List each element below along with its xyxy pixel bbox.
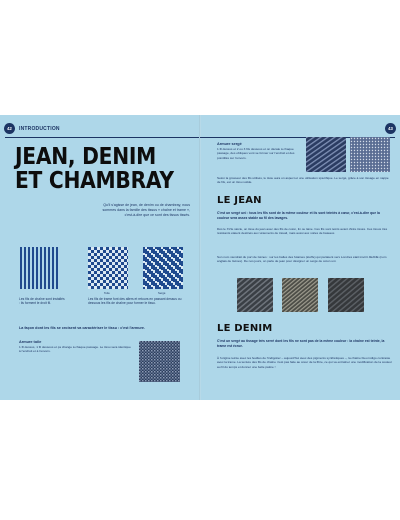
book-spread — [0, 115, 400, 400]
serge-text-2: Selon la grosseur des fils utilisés, le tissu aura un aspect et une utilisation spécifique. Le sergé, grâce à son tissage en nappe de fils, est un tissu solide. — [217, 176, 389, 185]
armure-statement: La façon dont les fils se croisent va caractériser le tissu : c'est l'armure. — [19, 326, 145, 330]
jean-fabric-photo-1 — [237, 278, 273, 312]
label-toile: Toile — [104, 291, 110, 295]
toile-heading: Armure toile — [19, 340, 42, 344]
jean-fabric-photo-3 — [328, 278, 364, 312]
twill-fabric-photo-front — [306, 137, 346, 172]
toile-text: 1 fil dessus, 1 fil dessous et ça change à chaque passage. Le tissu sera identique à l'endroit et à l'envers. — [19, 345, 131, 354]
serge-heading: Armure sergé — [217, 142, 242, 146]
twill-weave-diagram — [143, 247, 183, 289]
page-number-left: 42 — [4, 123, 15, 134]
caption-weft: Les fils de trame font des allers et retours en passant dessus ou dessous les fils de chaîne pour former le tissu. — [88, 297, 182, 306]
jean-origin: Son nom viendrait du port de Gênes : sur les balles des futaines (étoffe) qui partaient vers Londres était inscrit JEANE (nom anglais de Gênes). De nos jours, on parle de jean pour désigner un sergé de coton uni. — [217, 255, 387, 264]
warp-threads-diagram — [19, 247, 59, 289]
page-title — [15, 145, 174, 193]
denim-definition: C'est un sergé au tissage très serré dont les fils ne sont pas de la même couleur : la chaîne est teinte, la trame est écrue. — [217, 339, 385, 348]
jean-history: Dès le XVIe siècle, on tisse du jean avec des fils de coton, lin ou laine. Ces fils sont teints avant d'être tissés. Ces tissus très résistants étaient destinés aux vêtements de travail, mais aussi aux voiles de bateaux. — [217, 227, 388, 236]
jean-fabric-photo-2 — [282, 278, 318, 312]
intro-text: Qu'il s'agisse de jean, de denim ou de chambray, nous sommes dans la famille des tissus « chaîne et trame », c'est-à-dire que ce sont des tissus tissés. — [102, 203, 190, 218]
jean-heading: LE JEAN — [217, 195, 262, 206]
denim-text: À l'origine teinte avec les feuilles de l'indigotier – aujourd'hui avec des pigments synthétiques –, la chaîne bleu indigo contraste avec la trame. La texture des fils de chaîne n'est pas faite au cœur de la fibre, ce qui va entraîner une modification de la couleur au fil du temps et donner une belle patine ! — [217, 356, 392, 369]
title-line-2: ET CHAMBRAY — [15, 168, 174, 194]
label-serge: Sergé — [158, 291, 166, 295]
left-page — [0, 115, 200, 400]
right-page — [200, 115, 400, 400]
denim-heading: LE DENIM — [217, 323, 273, 334]
plain-weave-diagram — [88, 247, 128, 289]
plain-weave-fabric-photo — [139, 341, 180, 382]
section-label: INTRODUCTION — [19, 126, 60, 132]
twill-fabric-photo-back — [350, 137, 390, 172]
caption-warp: Les fils de chaîne sont installés : ils forment le droit fil. — [19, 297, 65, 306]
title-line-1: JEAN, DENIM — [15, 144, 157, 170]
serge-text: 1 fil dessus et 2 ou 3 fils dessous et on décale à chaque passage, des obliques vont se former sur l'endroit et des pointillés sur l'envers. — [217, 147, 295, 160]
header-rule — [5, 137, 199, 138]
jean-definition: C'est un sergé uni : tous les fils sont de la même couleur et ils sont teintés à cœur, c'est-à-dire que la couleur sera assez stable au fil des lavages. — [217, 211, 380, 220]
page-number-right: 43 — [385, 123, 396, 134]
